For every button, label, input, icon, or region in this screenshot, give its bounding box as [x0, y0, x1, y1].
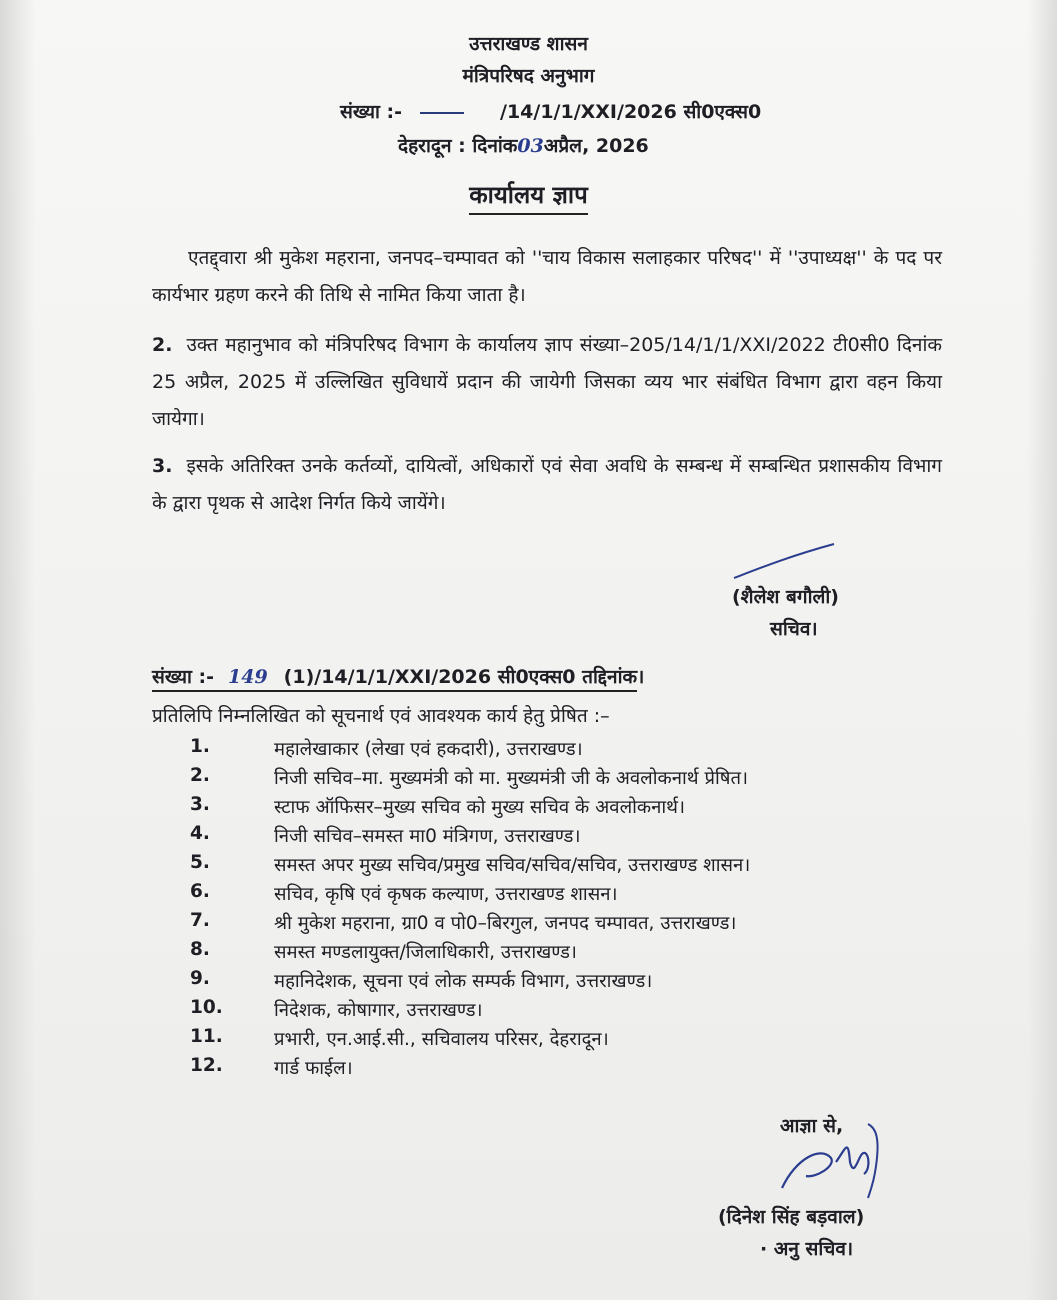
distribution-item-number: 1. — [190, 736, 210, 757]
copy-reference-line — [152, 663, 644, 689]
distribution-item-text: प्रभारी, एन.आई.सी., सचिवालय परिसर, देहरादून। — [274, 1029, 609, 1050]
distribution-item-text: गार्ड फाईल। — [274, 1058, 353, 1079]
distribution-item-text: निजी सचिव–मा. मुख्यमंत्री को मा. मुख्यमंत्री जी के अवलोकनार्थ प्रेषित। — [274, 768, 749, 789]
section-heading: मंत्रिपरिषद अनुभाग — [462, 65, 595, 87]
signature-2-scribble — [776, 1118, 896, 1203]
paragraph-2 — [152, 327, 942, 438]
distribution-item-text: महानिदेशक, सूचना एवं लोक सम्पर्क विभाग, उत्तराखण्ड। — [274, 971, 653, 992]
distribution-item-number: 9. — [190, 968, 210, 989]
distribution-item-number: 4. — [190, 823, 210, 844]
paragraph-2-text: उक्त महानुभाव को मंत्रिपरिषद विभाग के कार्यालय ज्ञाप संख्या–205/14/1/1/XXI/2022 टी0सी0 दिनांक 25 अप्रैल, 2025 में उल्लिखित सुविधायें प्रदान की जायेगी जिसका व्यय भार संबंधित विभाग द्वारा वहन किया जायेगा। — [152, 334, 942, 430]
paragraph-3-text: इसके अतिरिक्त उनके कर्तव्यों, दायित्वों, अधिकारों एवं सेवा अवधि के सम्बन्ध में सम्बन्धित प्रशासकीय विभाग के द्वारा पृथक से आदेश निर्गत किये जायेंगे। — [152, 455, 942, 514]
signatory-1-name: (शैलेश बगौली) — [732, 586, 839, 608]
document-title-text: कार्यालय ज्ञाप — [469, 181, 588, 215]
distribution-item-number: 12. — [190, 1055, 223, 1076]
distribution-item-number: 2. — [190, 765, 210, 786]
by-order-text: आज्ञा से, — [780, 1115, 844, 1137]
copy-ref-label: संख्या :- — [152, 666, 214, 688]
distribution-item-number: 8. — [190, 939, 210, 960]
reference-line — [340, 98, 761, 124]
paragraph-3-number: 3. — [152, 455, 173, 477]
distribution-item-number: 3. — [190, 794, 210, 815]
ref-label: संख्या :- — [340, 101, 402, 123]
paragraph-3 — [152, 448, 942, 522]
distribution-item-text: निदेशक, कोषागार, उत्तराखण्ड। — [274, 1000, 483, 1021]
signature-stroke-1 — [730, 540, 840, 585]
place-date-line — [398, 132, 649, 158]
distribution-item-number: 6. — [190, 881, 210, 902]
copy-ref-end: । — [637, 666, 645, 688]
handwritten-date-day: 03 — [517, 135, 544, 157]
distribution-item-text: महालेखाकार (लेखा एवं हकदारी), उत्तराखण्ड। — [274, 739, 583, 760]
distribution-item-text: निजी सचिव–समस्त मा0 मंत्रिगण, उत्तराखण्ड। — [274, 826, 581, 847]
signatory-2-name: (दिनेश सिंह बड़वाल) — [718, 1206, 865, 1228]
distribution-item-text: सचिव, कृषि एवं कृषक कल्याण, उत्तराखण्ड शासन। — [274, 884, 618, 905]
copy-intro: प्रतिलिपि निम्नलिखित को सूचनार्थ एवं आवश्यक कार्य हेतु प्रेषित :– — [152, 705, 610, 727]
distribution-item-number: 7. — [190, 910, 210, 931]
government-heading: उत्तराखण्ड शासन — [469, 33, 588, 55]
paragraph-2-number: 2. — [152, 334, 173, 356]
distribution-item-number: 5. — [190, 852, 210, 873]
copy-ref-rest: (1)/14/1/1/XXI/2026 सी0एक्स0 तद्दिनांक — [283, 666, 638, 688]
handwritten-dispatch-number: 149 — [228, 666, 268, 688]
distribution-item-text: समस्त अपर मुख्य सचिव/प्रमुख सचिव/सचिव/सचिव, उत्तराखण्ड शासन। — [274, 855, 751, 876]
ref-number: /14/1/1/XXI/2026 सी0एक्स0 — [500, 101, 762, 123]
distribution-item-text: स्टाफ ऑफिसर–मुख्य सचिव को मुख्य सचिव के अवलोकनार्थ। — [274, 797, 685, 818]
distribution-item-text: श्री मुकेश महराना, ग्रा0 व पो0–बिरगुल, जनपद चम्पावत, उत्तराखण्ड। — [274, 913, 737, 934]
signatory-1-designation: सचिव। — [770, 618, 818, 640]
copy-reference-underlined — [152, 666, 637, 692]
distribution-item-number: 10. — [190, 997, 223, 1018]
paragraph-1: एतद्द्वारा श्री मुकेश महराना, जनपद–चम्पावत को ''चाय विकास सलाहकार परिषद'' में ''उपाध्यक्ष'' के पद पर कार्यभार ग्रहण करने की तिथि से नामित किया जाता है। — [152, 247, 942, 306]
distribution-item-text: समस्त मण्डलायुक्त/जिलाधिकारी, उत्तराखण्ड। — [274, 942, 577, 963]
document-title — [0, 178, 1057, 211]
distribution-item-number: 11. — [190, 1026, 223, 1047]
date-rest: अप्रैल, 2026 — [543, 135, 649, 157]
signatory-2-designation: · अनु सचिव। — [760, 1238, 854, 1260]
place-date-label: देहरादून : दिनांक — [398, 135, 518, 157]
handwritten-dash — [420, 112, 464, 114]
